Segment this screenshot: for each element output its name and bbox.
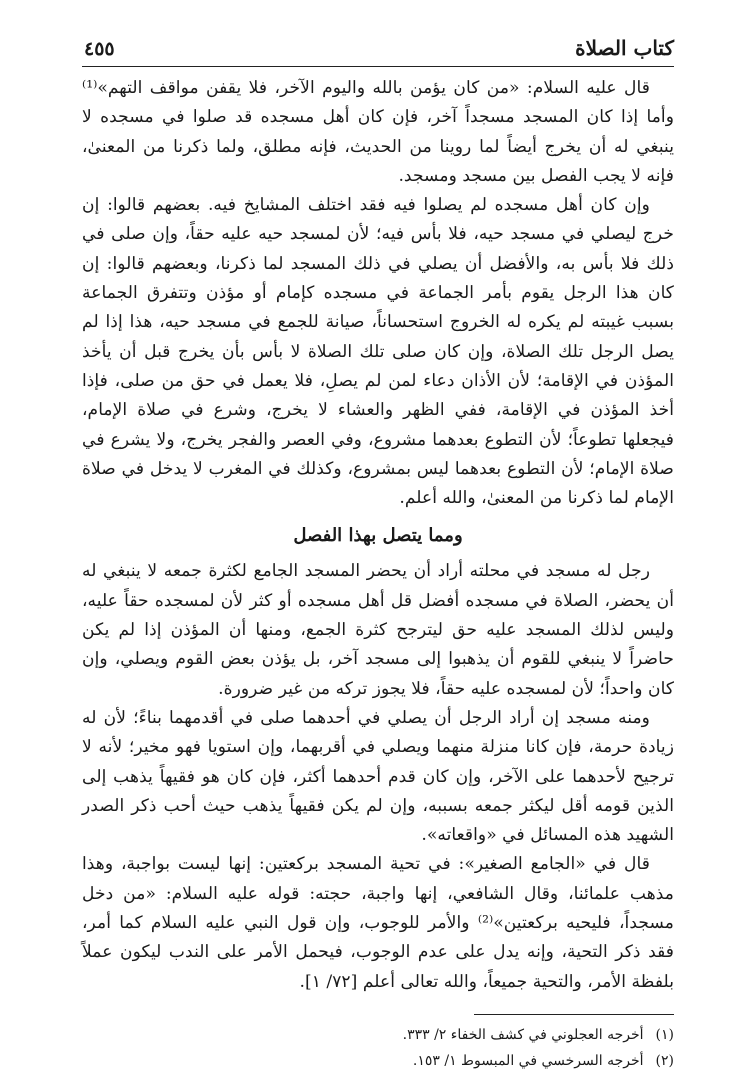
footnotes <box>82 1022 674 1074</box>
paragraph-4: ومنه مسجد إن أراد الرجل أن يصلي في أحدهما صلى في أقدمهما بناءً؛ لأن له زيادة حرمة، فإن كانا منزلة منهما ويصلي في أقربهما، وإن استويا فهو مخير؛ لأنه لا ترجيح لأحدهما على الآخر، وإن كان قدم أحدهما أكثر، فإن كان هو فقيهاً يذهب إلى الذين قومه أقل ليكثر جمعه بسببه، وإن لم يكن فقيهاً يذهب حيث أحب ذكر الصدر الشهيد هذه المسائل في «واقعاته». <box>82 707 674 846</box>
paragraph-1: قال عليه السلام: «من كان يؤمن بالله واليوم الآخر، فلا يقفن مواقف التهم»⁽¹⁾ وأما إذا كان المسجد مسجداً آخر، فإن كان أهل مسجده قد صلوا في مسجده لا ينبغي له أن يخرج أيضاً لما روينا من الحديث، فإنه مطلق، ولما ذكرنا من المعنىٰ، فإنه لا يجب الفصل بين مسجد ومسجد. <box>82 78 674 186</box>
section-heading: ومما يتصل بهذا الفصل <box>293 525 463 547</box>
paragraph-5: قال في «الجامع الصغير»: في تحية المسجد بركعتين: إنها ليست بواجبة، وهذا مذهب علمائنا، وقال الشافعي، إنها واجبة، حجته: قوله عليه السلام: «من دخل مسجداً، فليحيه بركعتين»⁽²⁾ والأمر للوجوب، وإن قول النبي عليه السلام كما أمر، فقد ذكر التحية، وإنه يدل على عدم الوجوب، فيحمل الأمر على الندب ليكون عملاً بلفظة الأمر، والتحية جميعاً، والله تعالى أعلم [٧٢/ ١]. <box>82 854 674 992</box>
footnote-text: أخرجه السرخسي في المبسوط ١/ ١٥٣. <box>412 1053 644 1069</box>
footnote-2 <box>82 1048 674 1074</box>
footnote-marker: (٢) <box>655 1053 674 1069</box>
main-text <box>82 74 674 997</box>
paragraph-3: رجل له مسجد في محلته أراد أن يحضر المسجد الجامع لكثرة جمعه لا ينبغي له أن يحضر، الصلاة في مسجده أفضل قل أهل مسجده أو كثر لأن لمسجده حقاً عليه، وليس لذلك المسجد عليه حق ليترجح كثرة الجمع، ومنها أن المؤذن إذا لم يكن حاضراً لا ينبغي للقوم أن يذهبوا إلى مسجد آخر، بل يؤذن بعض القوم ويصلي، وإن كان واحداً؛ لأن لمسجده عليه حقاً، فلا يجوز تركه من غير ضرورة. <box>82 561 674 699</box>
chapter-title: كتاب الصلاة <box>575 36 674 60</box>
page-number: ٤٥٥ <box>84 38 115 60</box>
footnote-divider <box>474 1014 674 1015</box>
footnote-text: أخرجه العجلوني في كشف الخفاء ٢/ ٣٣٣. <box>402 1027 644 1043</box>
paragraph-2: وإن كان أهل مسجده لم يصلوا فيه فقد اختلف المشايخ فيه. بعضهم قالوا: إن خرج ليصلي في مسجد حيه، فلا بأس فيه؛ لأن لمسجد حيه عليه حقاً، وإن صلى في ذلك فلا بأس به، والأفضل أن يصلي في ذلك المسجد لما ذكرنا، وبعضهم قالوا: إن كان هذا الرجل يقوم بأمر الجماعة في مسجده كإمام أو مؤذن وتتفرق الجماعة بسبب غيبته لم يكره له الخروج استحساناً، صيانة للجمع في مسجد حيه، هذا إذا لم يصل الرجل تلك الصلاة، وإن كان صلى تلك الصلاة لا بأس بأن يخرج قبل أن يأخذ المؤذن في الإقامة؛ لأن الأذان دعاء لمن لم يصلِ، فلا يعمل في حق من صلى، فإذا أخذ المؤذن في الإقامة، ففي الظهر والعشاء لا يخرج، وشرع في صلاة الإمام، فيجعلها تطوعاً؛ لأن التطوع بعدهما مشروع، وفي العصر والفجر يخرج، ولا يشرع في صلاة الإمام؛ لأن التطوع بعدهما ليس بمشروع، وكذلك في المغرب لا يدخل في صلاة الإمام لما ذكرنا من المعنىٰ، والله أعلم. <box>82 195 674 509</box>
header-divider <box>82 66 674 67</box>
running-header <box>82 34 674 68</box>
footnote-1 <box>82 1022 674 1048</box>
footnote-marker: (١) <box>655 1027 674 1043</box>
